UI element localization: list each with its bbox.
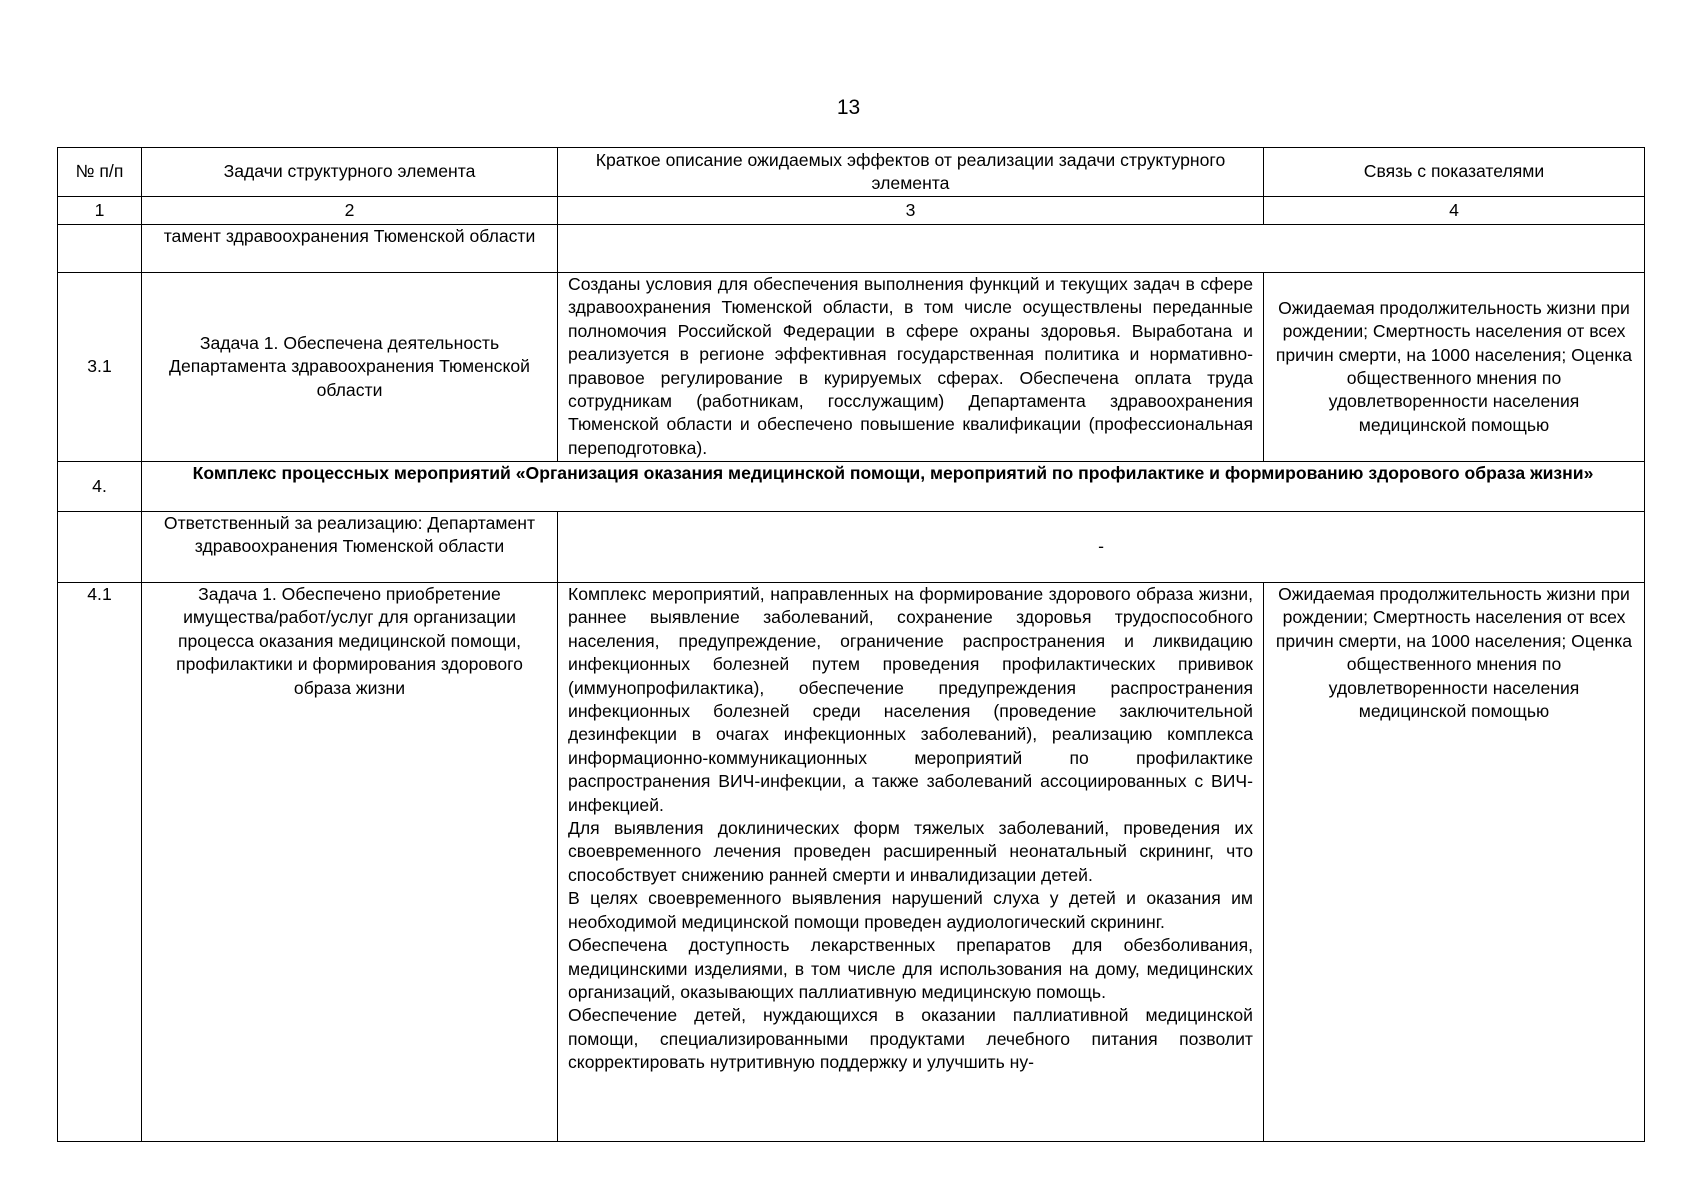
page-number: 13 bbox=[836, 96, 861, 119]
description-cell: - bbox=[558, 512, 1645, 583]
section-title: Комплекс процессных мероприятий «Организация оказания медицинской помощи, мероприятий по профилактике и формированию здорового образа жизни» bbox=[142, 462, 1645, 512]
task-cell: Задача 1. Обеспечена деятельность Департамента здравоохранения Тюменской области bbox=[142, 273, 558, 462]
description-cell bbox=[558, 273, 1264, 462]
tasks-table bbox=[57, 147, 1645, 1142]
description-cell bbox=[558, 583, 1264, 1142]
table-row bbox=[58, 583, 1645, 1142]
column-number-3: 3 bbox=[558, 197, 1264, 225]
description-paragraph: Созданы условия для обеспечения выполнения функций и текущих задач в сфере здравоохранения Тюменской области, в том числе осуществлены переданные полномочия Российской Федерации в сфере охраны здоровья. Выработана и реализуется в регионе эффективная государственная политика и нормативно-правовое регулирование в курируемых сферах. Обеспечена оплата труда сотрудникам (работникам, госслужащим) Департамента здравоохранения Тюменской области и обеспечено повышение квалификации (профессиональная переподготовка). bbox=[568, 274, 1253, 458]
row-number: 4.1 bbox=[58, 583, 142, 1142]
header-number: № п/п bbox=[58, 148, 142, 197]
description-paragraph: Комплекс мероприятий, направленных на формирование здорового образа жизни, раннее выявление заболеваний, сохранение здоровья трудоспособного населения, предупреждение, ограничение распространения и ликвидацию инфекционных болезней путем проведения профилактических прививок (иммунопрофилактика), обеспечение предупреждения распространения инфекционных болезней среди населения (проведение заключительной дезинфекции в очагах инфекционных заболеваний), реализацию комплекса информационно-коммуникационных мероприятий по профилактике распространения ВИЧ-инфекции, а также заболеваний ассоциированных с ВИЧ-инфекцией. bbox=[568, 584, 1253, 815]
header-indicators: Связь с показателями bbox=[1264, 148, 1645, 197]
column-number-1: 1 bbox=[58, 197, 142, 225]
task-cell: Задача 1. Обеспечено приобретение имущества/работ/услуг для организации процесса оказания медицинской помощи, профилактики и формирования здорового образа жизни bbox=[142, 583, 558, 1142]
row-number bbox=[58, 512, 142, 583]
table-row bbox=[58, 512, 1645, 583]
table-header-row bbox=[58, 148, 1645, 197]
responsible-cell: Ответственный за реализацию: Департамент здравоохранения Тюменской области bbox=[142, 512, 558, 583]
column-number-4: 4 bbox=[1264, 197, 1645, 225]
row-number bbox=[58, 225, 142, 273]
table-row bbox=[58, 273, 1645, 462]
description-paragraph: Обеспечение детей, нуждающихся в оказании паллиативной медицинской помощи, специализированными продуктами лечебного питания позволит скорректировать нутритивную поддержку и улучшить ну- bbox=[568, 1005, 1253, 1073]
description-paragraph: Для выявления доклинических форм тяжелых заболеваний, проведения их своевременного лечения проведен расширенный неонатальный скрининг, что способствует снижению ранней смерти и инвалидизации детей. bbox=[568, 818, 1253, 885]
responsible-cell: тамент здравоохранения Тюменской области bbox=[142, 225, 558, 273]
indicators-cell: Ожидаемая продолжительность жизни при рождении; Смертность населения от всех причин смерти, на 1000 населения; Оценка общественного мнения по удовлетворенности населения медицинской помощью bbox=[1264, 583, 1645, 1142]
description-paragraph: Обеспечена доступность лекарственных препаратов для обезболивания, медицинскими изделиями, в том числе для использования на дому, медицинских организаций, оказывающих паллиативную медицинскую помощь. bbox=[568, 935, 1253, 1002]
column-numbers-row bbox=[58, 197, 1645, 225]
section-number: 4. bbox=[58, 462, 142, 512]
column-number-2: 2 bbox=[142, 197, 558, 225]
empty-cell bbox=[558, 225, 1645, 273]
header-description: Краткое описание ожидаемых эффектов от реализации задачи структурного элемента bbox=[558, 148, 1264, 197]
description-paragraph: В целях своевременного выявления нарушений слуха у детей и оказания им необходимой медицинской помощи проведен аудиологический скрининг. bbox=[568, 888, 1253, 932]
header-tasks: Задачи структурного элемента bbox=[142, 148, 558, 197]
section-row bbox=[58, 462, 1645, 512]
row-number: 3.1 bbox=[58, 273, 142, 462]
table-row bbox=[58, 225, 1645, 273]
indicators-cell: Ожидаемая продолжительность жизни при рождении; Смертность населения от всех причин смерти, на 1000 населения; Оценка общественного мнения по удовлетворенности населения медицинской помощью bbox=[1264, 273, 1645, 462]
